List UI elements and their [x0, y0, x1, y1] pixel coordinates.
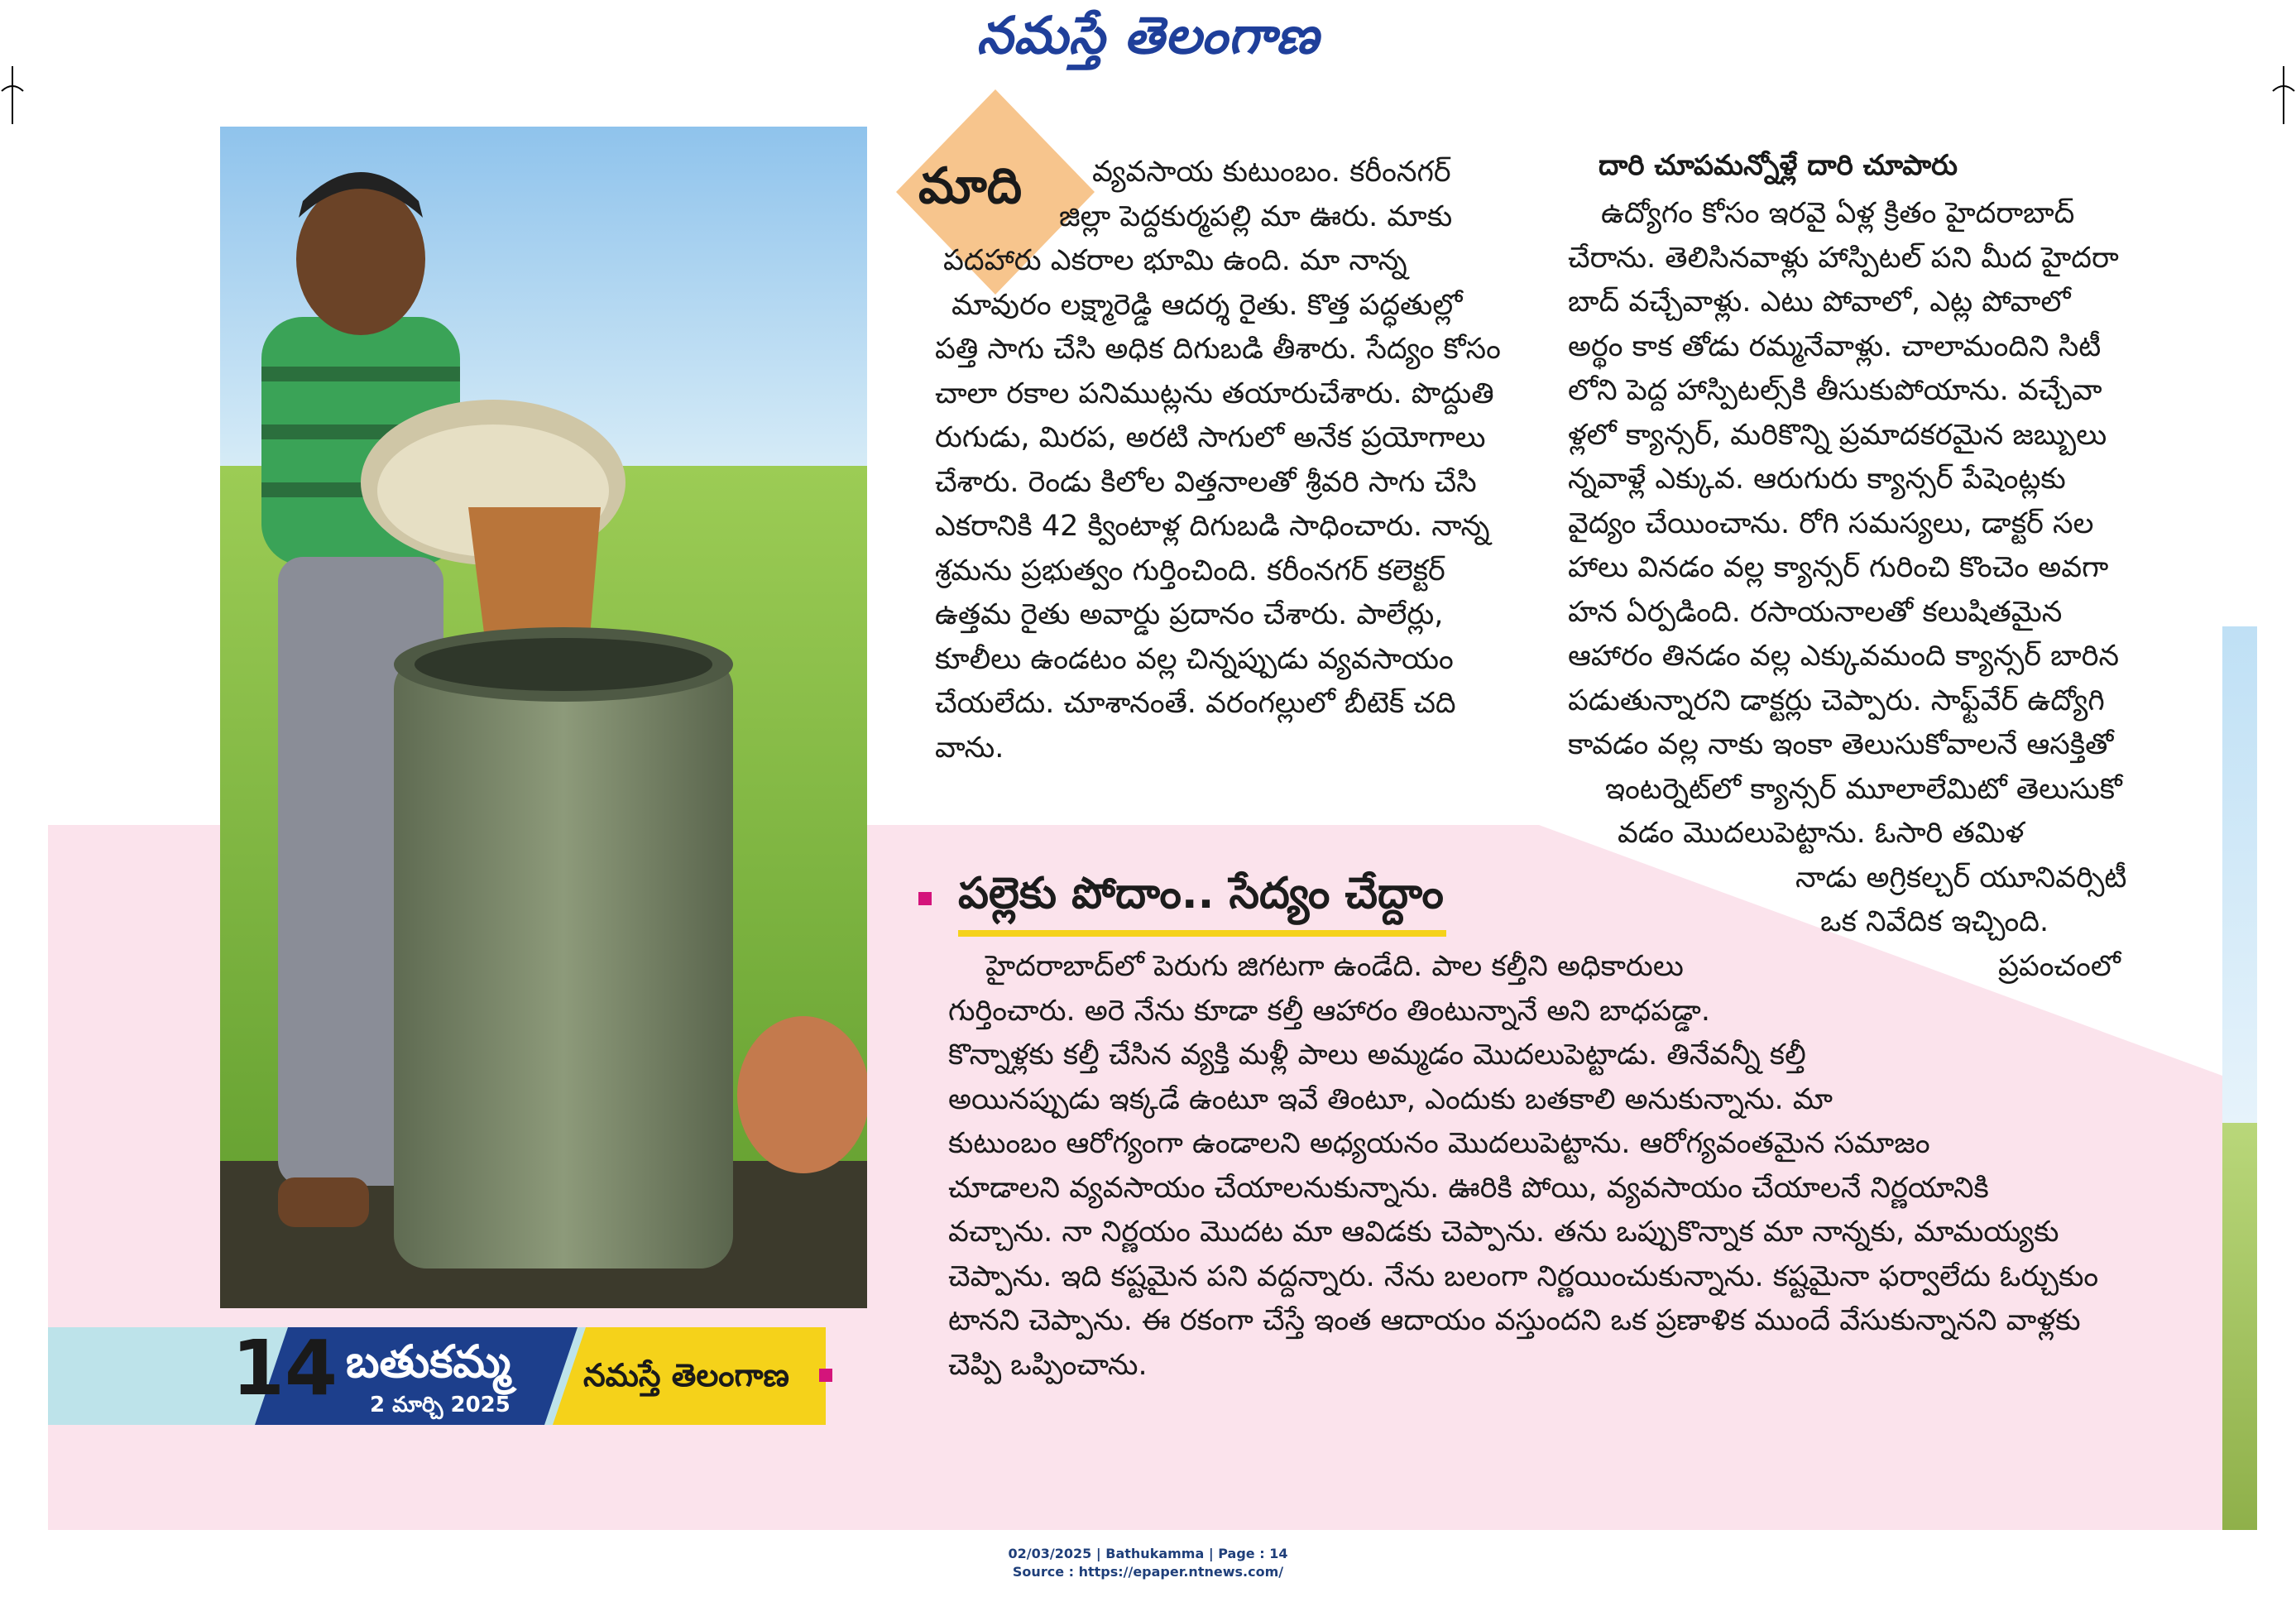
- intro-line: మావురం లక్ష్మారెడ్డి ఆదర్శ రైతు. కొత్త పద్ధతుల్లో: [951, 288, 1463, 322]
- section2-line: వచ్చాను. నా నిర్ణయం మొదట మా ఆవిడకు చెప్పాను. తను ఒప్పుకొన్నాక మా నాన్నకు, మామయ్యకు: [948, 1216, 2059, 1249]
- issue-date: 2 మార్చి 2025: [370, 1393, 510, 1417]
- intro-line: కూలీలు ఉండటం వల్ల చిన్నప్పుడు వ్యవసాయం: [935, 642, 1454, 676]
- section2-line: హైదరాబాద్‌లో పెరుగు జిగటగా ఉండేది. పాల కల్తీని అధికారులు: [985, 950, 1684, 983]
- heading-bullet-icon: [918, 892, 932, 905]
- intro-line: వాను.: [935, 731, 1004, 765]
- intro-line: చాలా రకాల పనిముట్లను తయారుచేశారు. పొద్దుతి: [935, 376, 1494, 410]
- section2-heading-underline: [958, 930, 1446, 937]
- right-line: అర్థం కాక తోడు రమ్మనేవాళ్లు. చాలామందిని సిటీ: [1568, 329, 2102, 363]
- right-line: వడం మొదలుపెట్టాను. ఓసారి తమిళ: [1618, 817, 2025, 850]
- section2-line: చెప్పి ఒప్పించాను.: [948, 1348, 1148, 1382]
- intro-line: పత్తి సాగు చేసి అధిక దిగుబడి తీశారు. సేద్యం కోసం: [935, 333, 1501, 366]
- right-line: బాద్ వచ్చేవాళ్లు. ఎటు పోవాలో, ఎట్ల పోవాలో: [1568, 285, 2071, 319]
- intro-line: జిల్లా పెద్దకుర్మపల్లి మా ఊరు. మాకు: [1059, 199, 1453, 233]
- intro-col: [935, 151, 1522, 770]
- right-line: ళ్లలో క్యాన్సర్, మరికొన్ని ప్రమాదకరమైన జబ్బులు: [1568, 418, 2107, 452]
- right-line: చేరాను. తెలిసినవాళ్లు హాస్పిటల్ పని మీద హైదరా: [1568, 241, 2119, 275]
- right-line: కావడం వల్ల నాకు ఇంకా తెలుసుకోవాలనే ఆసక్తితో: [1568, 728, 2114, 761]
- intro-line: రుగుడు, మిరప, అరటి సాగులో అనేక ప్రయోగాలు: [935, 421, 1486, 454]
- bottom-info-line1: 02/03/2025 | Bathukamma | Page : 14: [1008, 1546, 1288, 1561]
- right-col: [1568, 192, 2139, 989]
- section2-line: అయినప్పుడు ఇక్కడే ఉంటూ ఇవే తింటూ, ఎందుకు బతకాలి అనుకున్నాను. మా: [948, 1082, 1833, 1116]
- intro-line: పదహారు ఎకరాల భూమి ఉంది. మా నాన్న: [943, 244, 1407, 277]
- right-line: వైద్యం చేయించాను. రోగి సమస్యలు, డాక్టర్ సల: [1568, 506, 2094, 540]
- right-subhead: దారి చూపమన్నోళ్లే దారి చూపారు: [1599, 149, 1958, 182]
- section2-line: కుటుంబం ఆరోగ్యంగా ఉండాలని అధ్యయనం మొదలుపెట్టాను. ఆరోగ్యవంతమైన సమాజం: [948, 1127, 1930, 1160]
- right-line: ఒక నివేదిక ఇచ్చింది.: [1820, 905, 2049, 938]
- side-field-strip: [2222, 1123, 2257, 1530]
- intro-line: ఉత్తమ రైతు అవార్డు ప్రదానం చేశారు. పాలేర్లు,: [935, 598, 1444, 631]
- right-line: ఉద్యోగం కోసం ఇరవై ఏళ్ల క్రితం హైదరాబాద్: [1601, 197, 2075, 230]
- page-number: 14: [232, 1324, 338, 1412]
- right-line: నాడు అగ్రికల్చర్ యూనివర్సిటీ: [1795, 861, 2127, 894]
- right-line: లోని పెద్ద హాస్పిటల్స్‌కి తీసుకుపోయాను. వచ్చేవా: [1568, 374, 2102, 407]
- section2-line: గుర్తించారు. అరె నేను కూడా కల్తీ ఆహారం తింటున్నానే అని బాధపడ్డా.: [948, 994, 1710, 1028]
- right-line: హాలు వినడం వల్ల క్యాన్సర్ గురించి కొంచెం అవగా: [1568, 551, 2109, 584]
- section2-line: కొన్నాళ్లకు కల్తీ చేసిన వ్యక్తి మళ్లీ పాలు అమ్మడం మొదలుపెట్టాడు. తినేవన్నీ కల్తీ: [948, 1038, 1806, 1072]
- intro-line: వ్యవసాయ కుటుంబం. కరీంనగర్: [1092, 156, 1451, 189]
- intro-line: ఎకరానికి 42 క్వింటాళ్ల దిగుబడి సాధించారు. నాన్న: [935, 510, 1490, 543]
- right-line: పడుతున్నారని డాక్టర్లు చెప్పారు. సాఫ్ట్‌వేర్ ఉద్యోగి: [1568, 683, 2105, 717]
- intro-line: చేయలేదు. చూశానంతే. వరంగల్లులో బీటెక్ చది: [935, 687, 1456, 720]
- farmer-photo: [220, 127, 867, 1308]
- section2-line: చెప్పాను. ఇది కష్టమైన పని వద్దన్నారు. నేను బలంగా నిర్ణయించుకున్నాను. కష్టమైనా ఫర్వాలేదు ఓర్చుకుం: [948, 1259, 2099, 1293]
- footer-bullet-icon: [819, 1369, 832, 1382]
- section2-heading: పల్లెకు పోదాం.. సేద్యం చేద్దాం: [958, 869, 1444, 918]
- right-line: హన ఏర్పడింది. రసాయనాలతో కలుషితమైన: [1568, 595, 2063, 629]
- intro-line: చేశారు. రెండు కిలోల విత్తనాలతో శ్రీవరి సాగు చేసి: [935, 465, 1477, 499]
- right-line: న్నవాళ్లే ఎక్కువ. ఆరుగురు క్యాన్సర్ పేషెంట్లకు: [1568, 463, 2066, 496]
- drop-word: మాది: [918, 157, 1023, 215]
- footer-brand: నమస్తే తెలంగాణ: [583, 1357, 789, 1393]
- right-line: ఆహారం తినడం వల్ల ఎక్కువమంది క్యాన్సర్ బారిన: [1568, 640, 2120, 673]
- section2-line: చూడాలని వ్యవసాయం చేయాలనుకున్నాను. ఊరికి పోయి, వ్యవసాయం చేయాలనే నిర్ణయానికి: [948, 1171, 1989, 1205]
- right-line: ఇంటర్నెట్‌లో క్యాన్సర్ మూలాలేమిటో తెలుసుకో: [1605, 772, 2122, 806]
- right-line: ప్రపంచంలో: [1998, 949, 2121, 983]
- intro-line: శ్రమను ప్రభుత్వం గుర్తించింది. కరీంనగర్ కలెక్టర్: [935, 554, 1445, 587]
- masthead-title: నమస్తే తెలంగాణ: [976, 5, 1320, 65]
- section-name: బతుకమ్మ: [346, 1336, 511, 1388]
- bottom-info-line2: Source : https://epaper.ntnews.com/: [1012, 1564, 1284, 1580]
- section2-body: [948, 945, 2189, 1388]
- side-sky-strip: [2222, 626, 2257, 1123]
- section2-line: టానని చెప్పాను. ఈ రకంగా చేస్తే ఇంత ఆదాయం వస్తుందని ఒక ప్రణాళిక ముందే వేసుకున్నానని వాళ్లకు: [948, 1304, 2081, 1337]
